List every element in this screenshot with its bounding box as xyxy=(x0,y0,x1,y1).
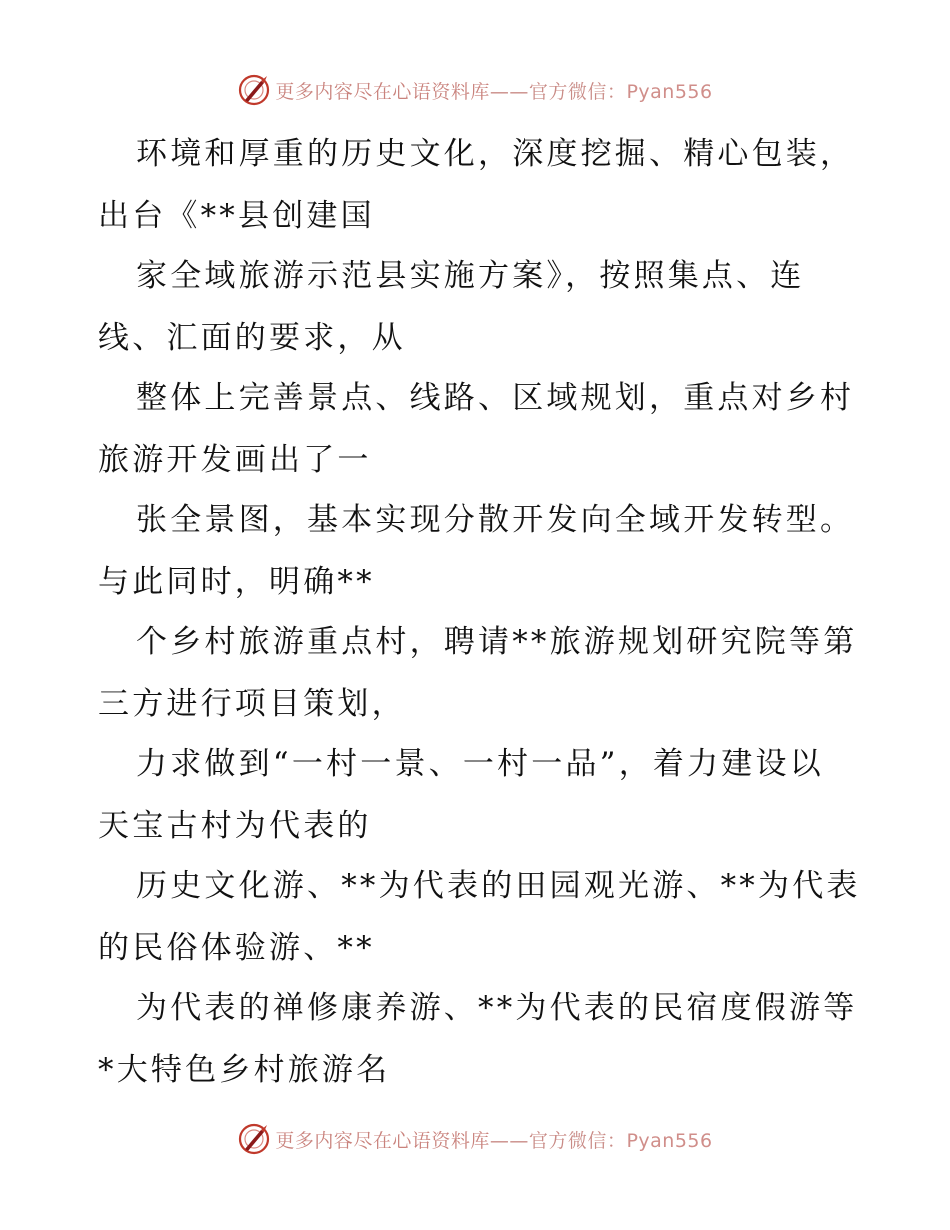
paragraph-line: 张全景图，基本实现分散开发向全域开发转型。 xyxy=(136,502,855,538)
paragraph xyxy=(98,733,858,857)
watermark-main: 更多内容尽在心语资料库 xyxy=(275,80,490,103)
paragraph-line: 线、汇面的要求，从 xyxy=(98,320,406,356)
header-watermark xyxy=(0,70,950,110)
paragraph-line: 旅游开发画出了一 xyxy=(98,442,372,478)
paragraph-line: 历史文化游、**为代表的田园观光游、**为代表 xyxy=(136,868,861,904)
paragraph-line: 三方进行项目策划， xyxy=(98,686,406,722)
watermark-suffix: 官方微信： xyxy=(528,1129,627,1152)
watermark-id: Pyan556 xyxy=(626,1129,713,1152)
paragraph-line: 天宝古村为代表的 xyxy=(98,808,372,844)
watermark-text xyxy=(275,1126,712,1153)
paragraph xyxy=(98,977,858,1101)
paragraph-line: 环境和厚重的历史文化，深度挖掘、精心包装， xyxy=(136,136,855,172)
paragraph-line: 家全域旅游示范县实施方案》，按照集点、连 xyxy=(136,258,805,294)
paragraph-line: 出台《**县创建国 xyxy=(98,198,375,234)
paragraph xyxy=(98,245,858,369)
watermark-dash: —— xyxy=(489,80,529,103)
watermark-suffix: 官方微信： xyxy=(528,80,627,103)
watermark-main: 更多内容尽在心语资料库 xyxy=(275,1129,490,1152)
paragraph xyxy=(98,367,858,491)
paragraph-line: 为代表的禅修康养游、**为代表的民宿度假游等 xyxy=(136,990,858,1026)
paragraph-line: 与此同时，明确** xyxy=(98,564,375,600)
paragraph-line: *大特色乡村旅游名 xyxy=(98,1052,391,1088)
paragraph-line: 力求做到“一村一景、一村一品”，着力建设以 xyxy=(136,746,824,782)
paragraph xyxy=(98,123,858,247)
paragraph-line: 整体上完善景点、线路、区域规划，重点对乡村 xyxy=(136,380,855,416)
paragraph-line: 的民俗体验游、** xyxy=(98,930,375,966)
paragraph xyxy=(98,489,858,613)
quill-logo-icon xyxy=(237,73,271,107)
footer-watermark xyxy=(0,1119,950,1159)
quill-logo-icon xyxy=(237,1122,271,1156)
watermark-id: Pyan556 xyxy=(626,80,713,103)
paragraph xyxy=(98,611,858,735)
paragraph-line: 个乡村旅游重点村，聘请**旅游规划研究院等第 xyxy=(136,624,858,660)
watermark-text xyxy=(275,77,712,104)
document-body xyxy=(98,123,861,1099)
paragraph xyxy=(98,855,861,979)
watermark-dash: —— xyxy=(489,1129,529,1152)
